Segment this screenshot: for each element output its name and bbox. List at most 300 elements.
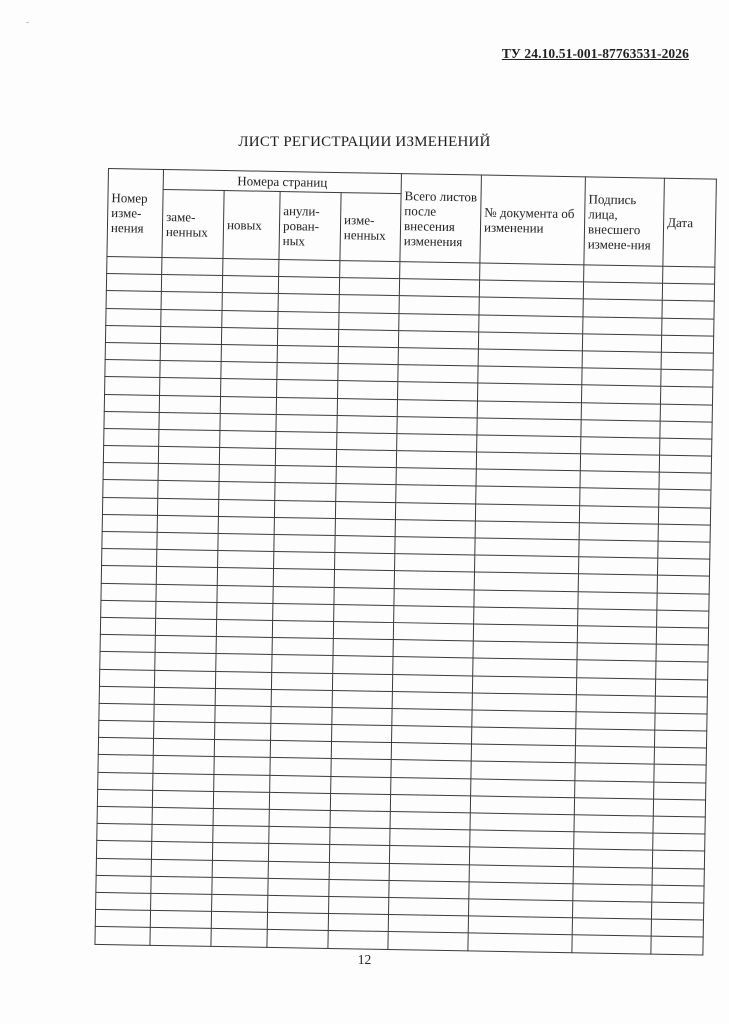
- table-cell: [152, 807, 213, 825]
- table-cell: [579, 505, 658, 524]
- table-cell: [222, 310, 278, 328]
- table-cell: [211, 929, 267, 947]
- table-cell: [475, 504, 579, 523]
- table-cell: [397, 399, 477, 418]
- table-cell: [223, 259, 279, 277]
- table-cell: [155, 636, 216, 654]
- table-cell: [96, 858, 151, 876]
- table-cell: [389, 846, 469, 865]
- table-cell: [395, 519, 475, 538]
- table-cell: [580, 471, 659, 490]
- table-cell: [396, 468, 476, 487]
- table-cell: [663, 266, 715, 284]
- table-cell: [267, 930, 328, 948]
- table-cell: [337, 432, 397, 450]
- table-cell: [472, 675, 576, 694]
- table-cell: [218, 533, 274, 551]
- table-cell: [584, 265, 663, 284]
- table-cell: [268, 895, 329, 913]
- table-cell: [477, 400, 581, 419]
- table-cell: [662, 283, 714, 301]
- table-cell: [277, 380, 338, 398]
- table-cell: [652, 850, 704, 868]
- table-cell: [154, 704, 215, 722]
- table-cell: [212, 843, 268, 861]
- table-cell: [657, 610, 709, 628]
- table-cell: [105, 325, 160, 343]
- table-cell: [474, 607, 578, 626]
- table-cell: [473, 641, 577, 660]
- table-cell: [389, 897, 469, 916]
- table-cell: [271, 689, 332, 707]
- table-cell: [657, 593, 709, 611]
- table-cell: [274, 534, 335, 552]
- table-cell: [219, 482, 275, 500]
- table-cell: [393, 622, 473, 641]
- table-cell: [161, 309, 222, 327]
- table-cell: [101, 566, 156, 584]
- table-cell: [398, 365, 478, 384]
- table-cell: [221, 327, 277, 345]
- table-cell: [582, 385, 661, 404]
- table-cell: [106, 274, 161, 292]
- table-cell: [151, 842, 212, 860]
- table-cell: [477, 435, 581, 454]
- table-cell: [157, 515, 218, 533]
- header-change-number: Номер изме-нения: [107, 169, 164, 258]
- table-cell: [153, 739, 214, 757]
- table-cell: [95, 927, 150, 945]
- table-cell: [471, 761, 575, 780]
- table-cell: [582, 334, 661, 353]
- table-cell: [391, 760, 471, 779]
- table-cell: [655, 713, 707, 731]
- table-cell: [577, 660, 656, 679]
- table-cell: [268, 878, 329, 896]
- table-cell: [662, 301, 714, 319]
- table-cell: [578, 591, 657, 610]
- table-cell: [151, 859, 212, 877]
- table-cell: [573, 883, 652, 902]
- table-cell: [336, 467, 396, 485]
- table-cell: [583, 299, 662, 318]
- table-cell: [339, 278, 399, 296]
- header-date: Дата: [663, 178, 717, 267]
- table-cell: [470, 813, 574, 832]
- table-cell: [277, 345, 338, 363]
- table-cell: [100, 617, 155, 635]
- table-cell: [469, 847, 573, 866]
- table-cell: [331, 742, 391, 760]
- table-cell: [219, 448, 275, 466]
- table-cell: [151, 876, 212, 894]
- table-cell: [156, 584, 217, 602]
- table-cell: [661, 335, 713, 353]
- table-cell: [213, 791, 269, 809]
- table-cell: [400, 262, 480, 281]
- table-cell: [393, 657, 473, 676]
- table-cell: [468, 933, 572, 952]
- table-cell: [395, 502, 475, 521]
- table-cell: [98, 772, 153, 790]
- table-cell: [339, 295, 399, 313]
- table-cell: [472, 693, 576, 712]
- table-cell: [394, 605, 474, 624]
- table-cell: [275, 466, 336, 484]
- table-cell: [574, 815, 653, 834]
- table-cell: [477, 418, 581, 437]
- table-cell: [105, 342, 160, 360]
- table-cell: [662, 318, 714, 336]
- table-cell: [337, 415, 397, 433]
- table-cell: [212, 894, 268, 912]
- table-cell: [392, 691, 472, 710]
- table-cell: [214, 757, 270, 775]
- table-cell: [582, 351, 661, 370]
- table-cell: [397, 416, 477, 435]
- table-cell: [659, 455, 711, 473]
- table-cell: [652, 885, 704, 903]
- table-cell: [157, 532, 218, 550]
- table-cell: [576, 677, 655, 696]
- table-cell: [335, 501, 395, 519]
- table-cell: [469, 864, 573, 883]
- table-cell: [106, 308, 161, 326]
- table-cell: [392, 726, 472, 745]
- table-cell: [396, 451, 476, 470]
- page-number: 12: [357, 952, 372, 967]
- table-cell: [270, 758, 331, 776]
- header-changed: изме-ненных: [340, 193, 401, 262]
- table-cell: [276, 431, 337, 449]
- table-cell: [98, 738, 153, 756]
- table-cell: [267, 913, 328, 931]
- table-cell: [95, 910, 150, 928]
- table-cell: [97, 824, 152, 842]
- table-cell: [332, 673, 392, 691]
- table-cell: [332, 725, 392, 743]
- table-cell: [273, 603, 334, 621]
- table-cell: [475, 555, 579, 574]
- table-cell: [654, 765, 706, 783]
- table-cell: [655, 730, 707, 748]
- table-cell: [398, 330, 478, 349]
- table-cell: [217, 602, 273, 620]
- table-cell: [278, 311, 339, 329]
- table-cell: [658, 541, 710, 559]
- table-cell: [338, 364, 398, 382]
- table-cell: [581, 419, 660, 438]
- table-cell: [104, 428, 159, 446]
- table-cell: [576, 729, 655, 748]
- table-cell: [578, 609, 657, 628]
- table-cell: [107, 256, 162, 274]
- table-cell: [104, 394, 159, 412]
- table-cell: [97, 789, 152, 807]
- table-cell: [582, 368, 661, 387]
- table-cell: [576, 694, 655, 713]
- table-cell: [390, 794, 470, 813]
- table-cell: [653, 833, 705, 851]
- table-cell: [102, 531, 157, 549]
- table-cell: [476, 469, 580, 488]
- table-cell: [213, 808, 269, 826]
- table-cell: [578, 574, 657, 593]
- table-body: [95, 256, 715, 954]
- change-registration-table: [94, 168, 717, 955]
- table-cell: [476, 486, 580, 505]
- table-cell: [478, 366, 582, 385]
- table-cell: [659, 490, 711, 508]
- table-cell: [213, 826, 269, 844]
- table-cell: [214, 774, 270, 792]
- table-cell: [103, 480, 158, 498]
- table-cell: [214, 740, 270, 758]
- table-cell: [389, 880, 469, 899]
- table-cell: [476, 452, 580, 471]
- table-cell: [393, 640, 473, 659]
- table-cell: [271, 723, 332, 741]
- table-cell: [161, 275, 222, 293]
- table-cell: [330, 810, 390, 828]
- table-cell: [329, 845, 389, 863]
- table-cell: [399, 279, 479, 298]
- table-cell: [153, 773, 214, 791]
- table-cell: [331, 776, 391, 794]
- table-cell: [390, 812, 470, 831]
- table-cell: [340, 261, 400, 279]
- table-cell: [653, 799, 705, 817]
- table-cell: [222, 276, 278, 294]
- table-cell: [338, 346, 398, 364]
- table-cell: [215, 723, 271, 741]
- table-cell: [215, 688, 271, 706]
- table-cell: [473, 658, 577, 677]
- table-cell: [657, 576, 709, 594]
- table-cell: [105, 360, 160, 378]
- table-cell: [332, 690, 392, 708]
- table-cell: [97, 806, 152, 824]
- table-cell: [397, 433, 477, 452]
- table-cell: [272, 655, 333, 673]
- table-cell: [572, 935, 651, 954]
- table-cell: [656, 661, 708, 679]
- table-cell: [576, 712, 655, 731]
- table-cell: [658, 558, 710, 576]
- table-cell: [329, 879, 389, 897]
- table-cell: [103, 463, 158, 481]
- table-cell: [278, 277, 339, 295]
- table-cell: [395, 554, 475, 573]
- table-cell: [472, 727, 576, 746]
- table-cell: [218, 516, 274, 534]
- table-cell: [270, 741, 331, 759]
- table-cell: [156, 601, 217, 619]
- table-cell: [398, 348, 478, 367]
- table-cell: [212, 877, 268, 895]
- table-cell: [661, 369, 713, 387]
- table-cell: [153, 756, 214, 774]
- table-cell: [479, 297, 583, 316]
- table-cell: [160, 326, 221, 344]
- header-pages-group: Номера страниц: [163, 169, 401, 193]
- table-cell: [152, 825, 213, 843]
- table-cell: [99, 703, 154, 721]
- table-cell: [276, 397, 337, 415]
- table-cell: [577, 643, 656, 662]
- header-annulled: анули-рован-ных: [279, 192, 341, 261]
- table-cell: [274, 500, 335, 518]
- table-cell: [221, 344, 277, 362]
- table-cell: [217, 585, 273, 603]
- table-cell: [269, 827, 330, 845]
- table-cell: [274, 552, 335, 570]
- table-cell: [575, 780, 654, 799]
- table-cell: [338, 381, 398, 399]
- table-cell: [155, 618, 216, 636]
- table-cell: [395, 537, 475, 556]
- table-cell: [216, 637, 272, 655]
- table-cell: [328, 914, 388, 932]
- table-cell: [155, 653, 216, 671]
- table-cell: [577, 626, 656, 645]
- table-cell: [101, 583, 156, 601]
- header-signature: Подпись лица, внесшего измене-ния: [584, 177, 665, 266]
- table-cell: [271, 706, 332, 724]
- table-cell: [277, 328, 338, 346]
- table-cell: [391, 777, 471, 796]
- table-cell: [330, 828, 390, 846]
- table-cell: [330, 793, 390, 811]
- change-registration-table-wrapper: [95, 168, 716, 944]
- table-cell: [660, 438, 712, 456]
- table-cell: [335, 553, 395, 571]
- table-cell: [468, 916, 572, 935]
- table-cell: [573, 849, 652, 868]
- table-cell: [658, 507, 710, 525]
- table-cell: [471, 744, 575, 763]
- table-cell: [478, 349, 582, 368]
- table-cell: [102, 514, 157, 532]
- table-cell: [396, 485, 476, 504]
- table-cell: [150, 928, 211, 946]
- table-cell: [579, 540, 658, 559]
- table-cell: [328, 931, 388, 949]
- table-cell: [220, 413, 276, 431]
- table-cell: [335, 536, 395, 554]
- table-cell: [106, 291, 161, 309]
- table-cell: [104, 411, 159, 429]
- table-cell: [391, 743, 471, 762]
- table-cell: [392, 708, 472, 727]
- table-cell: [156, 567, 217, 585]
- table-cell: [579, 557, 658, 576]
- table-cell: [583, 316, 662, 335]
- table-cell: [339, 312, 399, 330]
- table-cell: [334, 587, 394, 605]
- table-cell: [388, 915, 468, 934]
- table-cell: [399, 313, 479, 332]
- table-cell: [480, 263, 584, 282]
- table-cell: [161, 292, 222, 310]
- table-cell: [151, 893, 212, 911]
- table-cell: [150, 910, 211, 928]
- table-cell: [154, 721, 215, 739]
- table-cell: [221, 362, 277, 380]
- table-cell: [337, 398, 397, 416]
- table-cell: [268, 861, 329, 879]
- header-total-sheets: Всего листов после внесения изменения: [400, 174, 482, 263]
- table-cell: [580, 454, 659, 473]
- table-cell: [220, 430, 276, 448]
- table-cell: [572, 918, 651, 937]
- table-cell: [219, 465, 275, 483]
- table-cell: [478, 332, 582, 351]
- table-cell: [103, 446, 158, 464]
- table-cell: [653, 816, 705, 834]
- table-cell: [274, 517, 335, 535]
- table-cell: [573, 866, 652, 885]
- table-cell: [154, 687, 215, 705]
- table-cell: [100, 635, 155, 653]
- table-cell: [398, 382, 478, 401]
- table-cell: [333, 639, 393, 657]
- table-cell: [276, 414, 337, 432]
- table-cell: [159, 395, 220, 413]
- table-cell: [268, 844, 329, 862]
- table-cell: [275, 449, 336, 467]
- scan-speck: [26, 22, 29, 23]
- table-cell: [472, 710, 576, 729]
- table-cell: [470, 830, 574, 849]
- table-cell: [574, 832, 653, 851]
- table-cell: [269, 792, 330, 810]
- table-cell: [388, 932, 468, 951]
- table-cell: [392, 674, 472, 693]
- table-cell: [158, 446, 219, 464]
- header-new: новых: [223, 191, 280, 260]
- table-cell: [269, 809, 330, 827]
- table-cell: [656, 644, 708, 662]
- document-code: ТУ 24.10.51-001-87763531-2026: [501, 46, 689, 61]
- table-cell: [478, 383, 582, 402]
- table-cell: [270, 775, 331, 793]
- table-cell: [162, 257, 223, 275]
- table-cell: [158, 464, 219, 482]
- table-cell: [581, 437, 660, 456]
- table-cell: [573, 901, 652, 920]
- table-cell: [583, 282, 662, 301]
- header-doc-number: № документа об изменении: [480, 175, 586, 265]
- table-cell: [102, 549, 157, 567]
- table-cell: [212, 860, 268, 878]
- table-cell: [331, 759, 391, 777]
- table-cell: [479, 315, 583, 334]
- table-cell: [277, 363, 338, 381]
- table-cell: [580, 488, 659, 507]
- table-cell: [652, 902, 704, 920]
- table-cell: [470, 796, 574, 815]
- table-cell: [336, 484, 396, 502]
- table-cell: [160, 343, 221, 361]
- table-cell: [273, 586, 334, 604]
- table-cell: [338, 329, 398, 347]
- table-cell: [656, 627, 708, 645]
- table-cell: [218, 499, 274, 517]
- table-cell: [334, 570, 394, 588]
- table-cell: [160, 378, 221, 396]
- table-cell: [333, 621, 393, 639]
